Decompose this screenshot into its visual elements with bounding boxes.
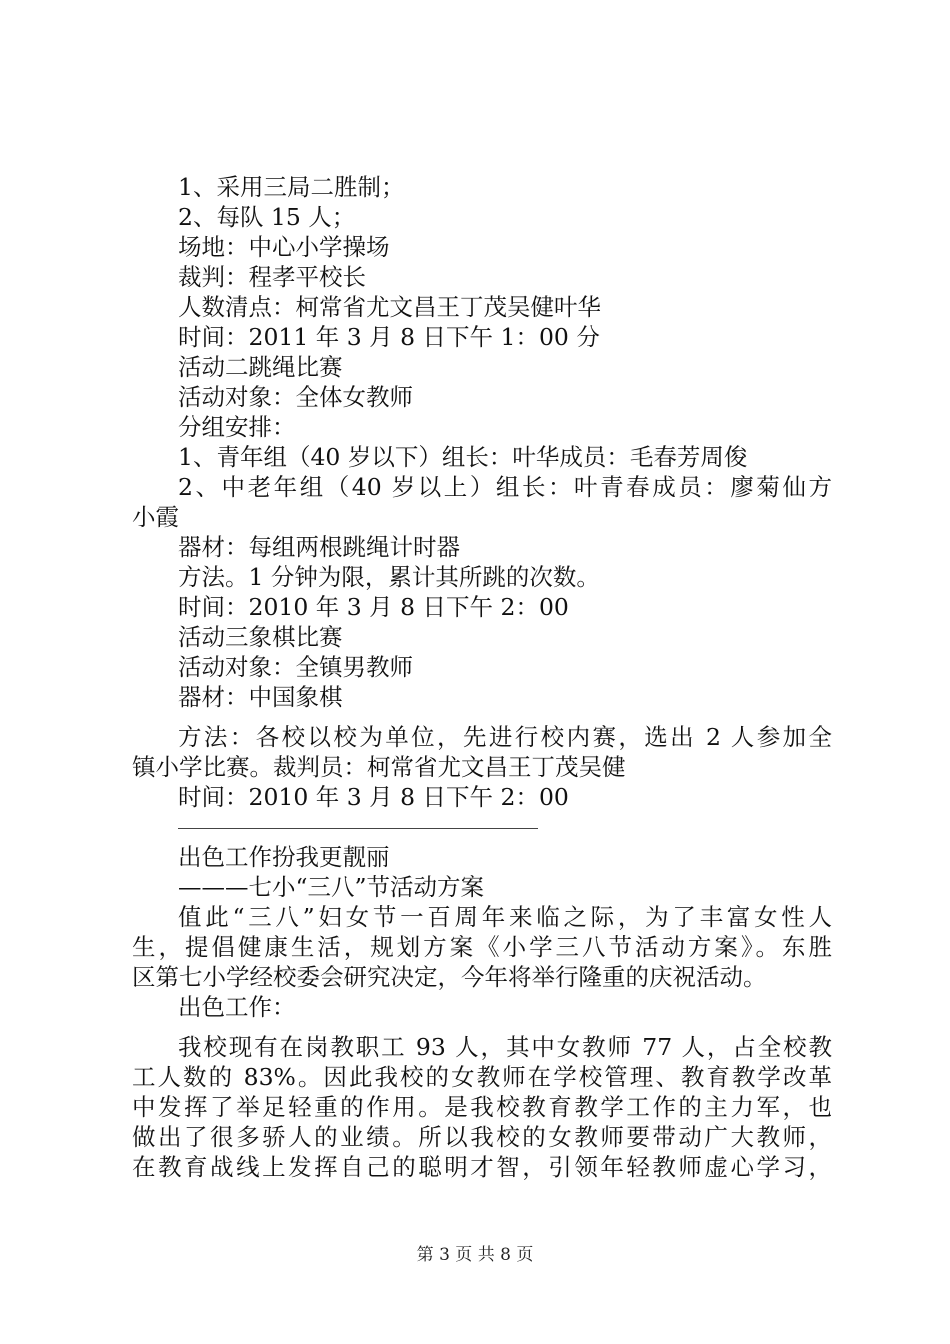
- paragraph-line: 工人数的 83%。因此我校的女教师在学校管理、教育教学改革: [132, 1063, 832, 1091]
- dashed-divider: [178, 828, 538, 829]
- paragraph-line: 生，提倡健康生活，规划方案《小学三八节活动方案》。东胜: [132, 933, 832, 961]
- text-line: 时间：2010 年 3 月 8 日下午 2：00: [178, 593, 569, 621]
- text-line: 方法：各校以校为单位，先进行校内赛，选出 2 人参加全: [178, 723, 832, 751]
- text-line: 活动对象：全体女教师: [178, 383, 413, 411]
- text-line: 人数清点：柯常省尤文昌王丁茂吴健叶华: [178, 293, 601, 321]
- paragraph-line: 中发挥了举足轻重的作用。是我校教育教学工作的主力军，也: [132, 1093, 832, 1121]
- text-line: 2、中老年组（40 岁以上）组长：叶青春成员：廖菊仙方: [178, 473, 832, 501]
- section-heading: 活动二跳绳比赛: [178, 353, 343, 381]
- text-line: 镇小学比赛。裁判员：柯常省尤文昌王丁茂吴健: [132, 753, 626, 781]
- paragraph-line: 我校现有在岗教职工 93 人，其中女教师 77 人，占全校教: [178, 1033, 832, 1061]
- text-line: 1、青年组（40 岁以下）组长：叶华成员：毛春芳周俊: [178, 443, 748, 471]
- text-line: 裁判：程孝平校长: [178, 263, 366, 291]
- text-line: 时间：2010 年 3 月 8 日下午 2：00: [178, 783, 569, 811]
- text-line: 器材：每组两根跳绳计时器: [178, 533, 460, 561]
- text-line: 2、每队 15 人；: [178, 203, 356, 231]
- section-heading: 出色工作：: [178, 993, 296, 1021]
- paragraph-line: 在教育战线上发挥自己的聪明才智，引领年轻教师虚心学习，: [132, 1153, 832, 1181]
- paragraph-line: 区第七小学经校委会研究决定，今年将举行隆重的庆祝活动。: [132, 963, 767, 991]
- section-heading: 活动三象棋比赛: [178, 623, 343, 651]
- text-line: 器材：中国象棋: [178, 683, 343, 711]
- paragraph-line: 做出了很多骄人的业绩。所以我校的女教师要带动广大教师，: [132, 1123, 832, 1151]
- article-title: 出色工作扮我更靓丽: [178, 843, 390, 871]
- text-line: 1、采用三局二胜制；: [178, 173, 405, 201]
- text-line: 时间：2011 年 3 月 8 日下午 1：00 分: [178, 323, 600, 351]
- text-line: 活动对象：全镇男教师: [178, 653, 413, 681]
- text-line: 场地：中心小学操场: [178, 233, 390, 261]
- text-line: 小霞: [132, 503, 179, 531]
- paragraph-line: 值此“三八”妇女节一百周年来临之际，为了丰富女性人: [178, 903, 832, 931]
- article-subtitle: ———七小“三八”节活动方案: [178, 873, 485, 901]
- text-line: 分组安排：: [178, 413, 296, 441]
- text-line: 方法。1 分钟为限，累计其所跳的次数。: [178, 563, 600, 591]
- page-number-footer: 第 3 页 共 8 页: [416, 1245, 534, 1265]
